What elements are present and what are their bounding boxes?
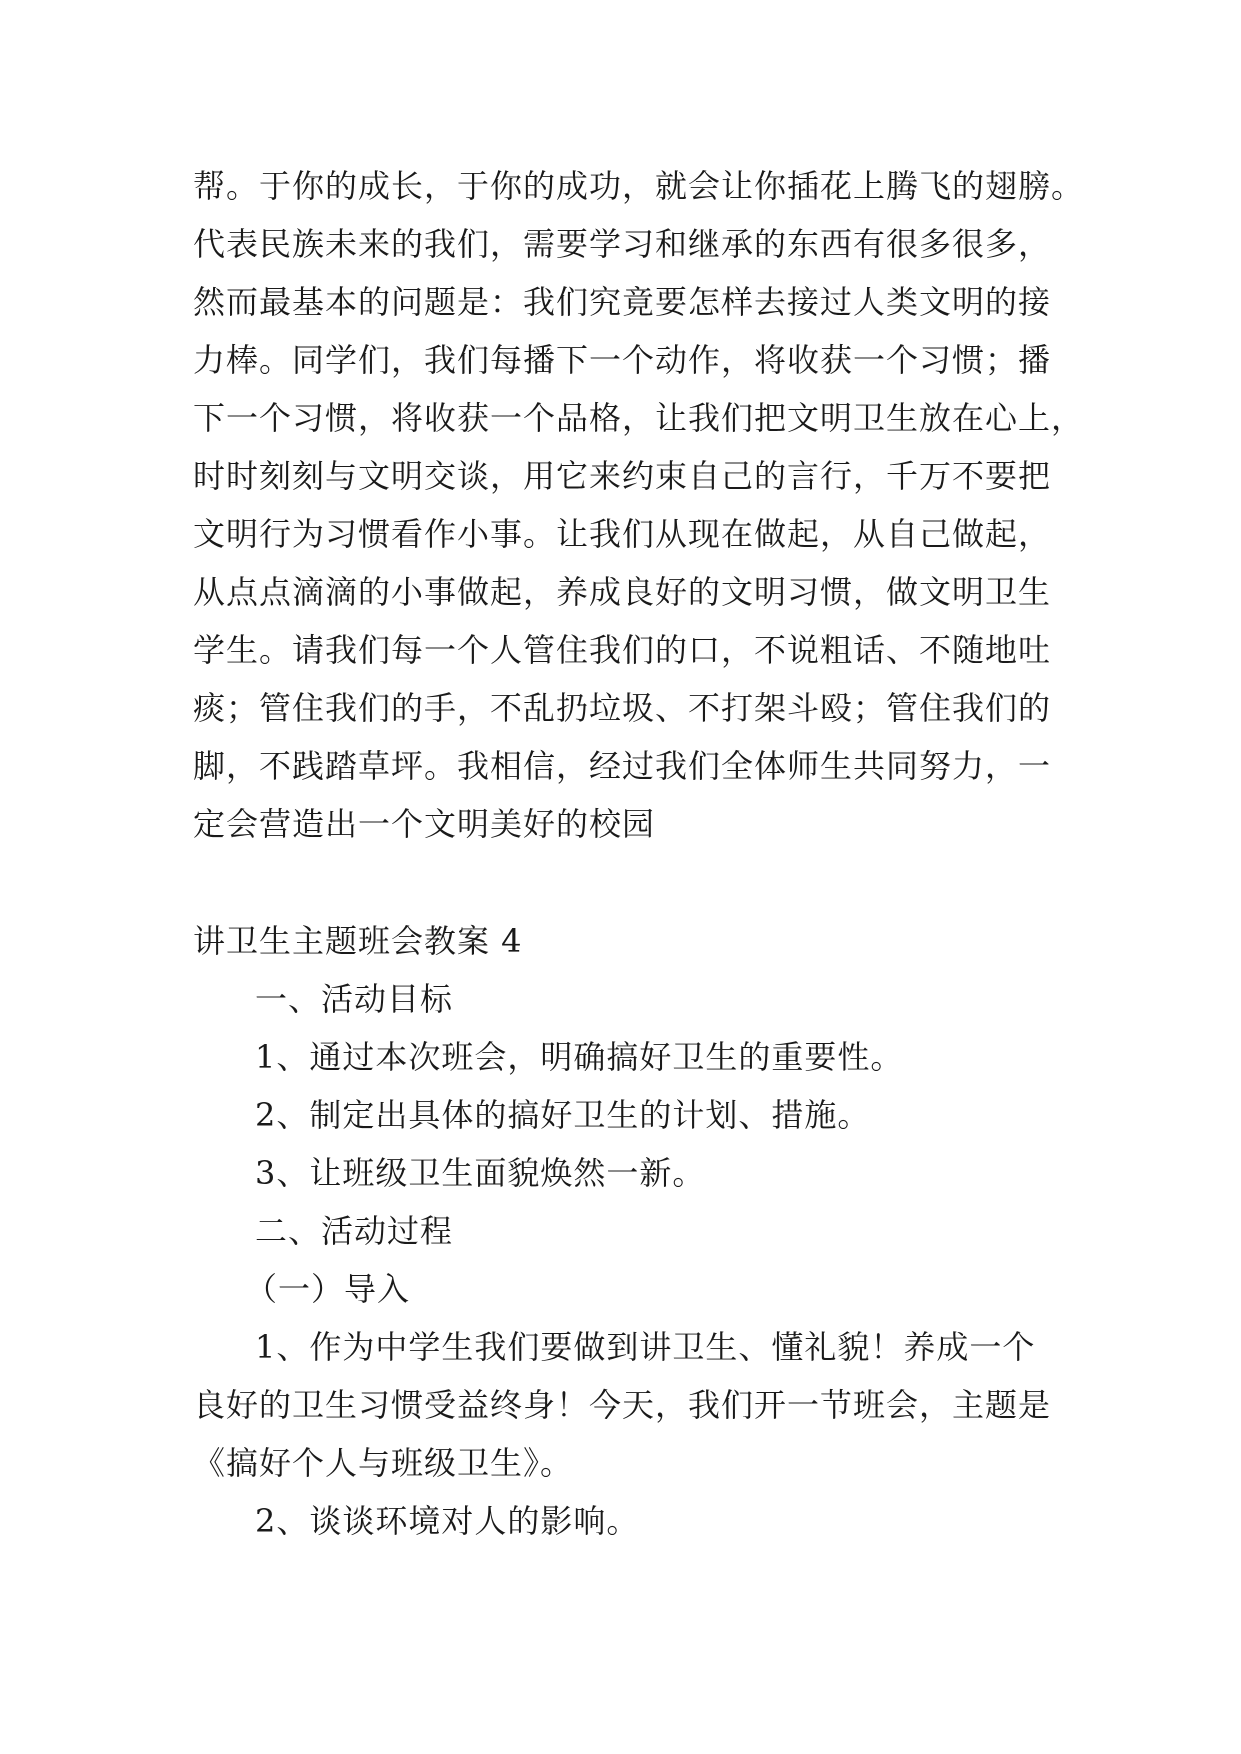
paragraph-line: 痰；管住我们的手，不乱扔垃圾、不打架斗殴；管住我们的 [193, 689, 1052, 727]
heading-goals: 一、活动目标 [255, 980, 454, 1018]
paragraph-line: 帮。于你的成长，于你的成功，就会让你插花上腾飞的翅膀。 [193, 167, 1085, 205]
subheading-intro: （一）导入 [245, 1270, 411, 1308]
goal-item: 1、通过本次班会，明确搞好卫生的重要性。 [255, 1038, 904, 1076]
intro-line: 1、作为中学生我们要做到讲卫生、懂礼貌！养成一个 [255, 1328, 1036, 1366]
section-title: 讲卫生主题班会教案 4 [193, 922, 523, 960]
process-item: 2、谈谈环境对人的影响。 [255, 1502, 640, 1540]
paragraph-line: 定会营造出一个文明美好的校园 [193, 805, 656, 843]
heading-process: 二、活动过程 [255, 1212, 454, 1250]
goal-item: 2、制定出具体的搞好卫生的计划、措施。 [255, 1096, 871, 1134]
paragraph-line: 时时刻刻与文明交谈，用它来约束自己的言行，千万不要把 [193, 457, 1052, 495]
paragraph-line: 然而最基本的问题是：我们究竟要怎样去接过人类文明的接 [193, 283, 1052, 321]
intro-line: 良好的卫生习惯受益终身！今天，我们开一节班会，主题是 [193, 1386, 1052, 1424]
paragraph-line: 学生。请我们每一个人管住我们的口，不说粗话、不随地吐 [193, 631, 1052, 669]
paragraph-line: 从点点滴滴的小事做起，养成良好的文明习惯，做文明卫生 [193, 573, 1052, 611]
paragraph-line: 力棒。同学们，我们每播下一个动作，将收获一个习惯；播 [193, 341, 1052, 379]
paragraph-line: 脚，不践踏草坪。我相信，经过我们全体师生共同努力，一 [193, 747, 1052, 785]
paragraph-line: 代表民族未来的我们，需要学习和继承的东西有很多很多， [193, 225, 1052, 263]
intro-line: 《搞好个人与班级卫生》。 [193, 1444, 574, 1482]
paragraph-line: 文明行为习惯看作小事。让我们从现在做起，从自己做起， [193, 515, 1052, 553]
paragraph-line: 下一个习惯，将收获一个品格，让我们把文明卫生放在心上， [193, 399, 1085, 437]
goal-item: 3、让班级卫生面貌焕然一新。 [255, 1154, 706, 1192]
